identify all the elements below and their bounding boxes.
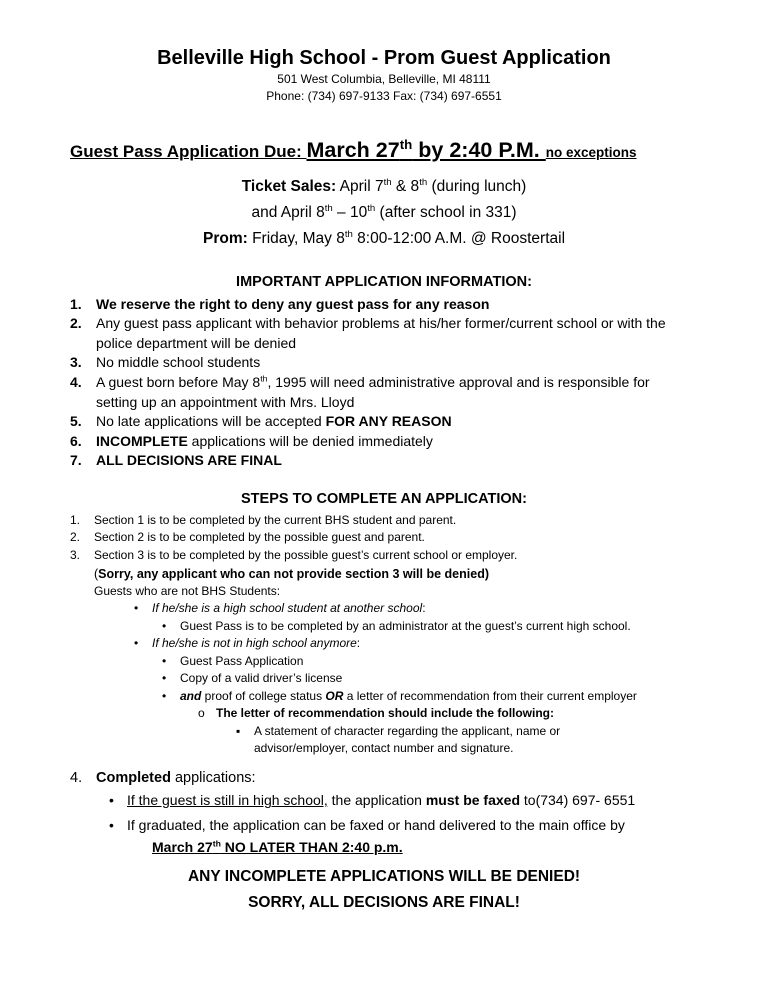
- bullet-icon: •: [109, 792, 114, 809]
- text-run: applications will be denied immediately: [187, 432, 433, 449]
- important-item-1: [70, 295, 698, 315]
- bullet-icon: o: [198, 706, 205, 721]
- step-number: 2.: [70, 530, 81, 545]
- item-text: [96, 295, 698, 315]
- text-run: INCOMPLETE: [96, 432, 188, 449]
- bullet-icon: ▪: [236, 723, 241, 738]
- text-run: Guest Pass Application: [180, 653, 304, 668]
- text-run: and April 8: [251, 203, 325, 221]
- text-run: applications:: [170, 769, 256, 786]
- text-run: Guest Pass Application Due:: [70, 141, 307, 161]
- step-text: [94, 583, 280, 601]
- step-text: [152, 600, 426, 618]
- text-run: We reserve the right to deny any guest pass for any reason: [96, 295, 490, 312]
- step-text: [94, 565, 489, 583]
- step-text: [180, 653, 303, 671]
- bullet-drivers-license: [70, 670, 698, 688]
- item-number: 6.: [70, 432, 82, 449]
- steps-list: [70, 512, 698, 758]
- step-text: [180, 670, 342, 688]
- text-run: (: [94, 566, 99, 581]
- text-run: to(734) 697- 6551: [520, 792, 636, 809]
- text-run: :: [356, 636, 361, 651]
- text-run: Section 3 is to be completed by the possible guest’s current school or employer.: [94, 548, 518, 562]
- text-run: th: [399, 136, 413, 152]
- text-run: by 2:40 P.M.: [412, 137, 546, 162]
- text-run: Any guest pass applicant with behavior problems at his/her former/current school or with the police department will be denied: [96, 315, 666, 351]
- bullet-icon: •: [134, 636, 139, 651]
- text-run: ALL DECISIONS ARE FINAL: [96, 452, 282, 469]
- text-run: Guests who are not BHS Students:: [94, 583, 281, 598]
- text-run: April 7: [336, 177, 384, 195]
- text-run: Friday, May 8: [247, 229, 345, 247]
- item-number: 1.: [70, 295, 82, 312]
- text-run: Completed: [96, 769, 171, 786]
- text-run: th: [344, 228, 353, 240]
- address-line: 501 West Columbia, Belleville, MI 48111: [277, 72, 491, 86]
- step-item-1: [70, 512, 698, 530]
- text-run: (after school in 331): [375, 203, 517, 221]
- bullet-admin-complete: [70, 618, 698, 636]
- text-run: Prom:: [202, 229, 248, 247]
- step-number: 3.: [70, 548, 81, 562]
- due-heading: [70, 137, 698, 165]
- step-item-2: [70, 529, 698, 547]
- text-run: If graduated, the application can be faxed or hand delivered to the main office by: [127, 816, 625, 833]
- text-run: the application: [327, 792, 426, 809]
- text-run: th: [212, 838, 221, 849]
- important-item-5: [70, 412, 698, 432]
- deadline-line: [70, 837, 698, 859]
- text-run: Section 2 is to be completed by the possible guest and parent.: [94, 530, 425, 545]
- bullet-icon: •: [109, 816, 114, 833]
- step-text: [96, 768, 256, 788]
- item-text: [96, 314, 698, 353]
- ticket-sales-line: [70, 174, 698, 200]
- step-text: [94, 529, 425, 547]
- item-text: [96, 353, 698, 373]
- text-run: th: [419, 176, 428, 188]
- text-run: Section 1 is to be completed by the current BHS student and parent.: [94, 512, 457, 527]
- item-text: [96, 373, 651, 412]
- item-number: 5.: [70, 413, 82, 430]
- text-run: – 10: [332, 203, 368, 221]
- item-text: [96, 451, 698, 471]
- event-schedule: [70, 174, 698, 252]
- footer-denied-line: ANY INCOMPLETE APPLICATIONS WILL BE DENIED!: [187, 867, 581, 885]
- bullet-if-graduated: [70, 813, 698, 838]
- text-run: If he/she is not in high school anymore: [152, 636, 357, 651]
- text-run: If the guest is still in high school,: [127, 792, 328, 809]
- footer-final-line: SORRY, ALL DECISIONS ARE FINAL!: [248, 893, 520, 911]
- important-list: [70, 295, 698, 471]
- bullet-college-or-letter: [70, 688, 698, 706]
- text-run: A statement of character regarding the applicant, name or advisor/employer, contact number and signature.: [254, 723, 561, 756]
- bullet-icon: •: [162, 688, 167, 703]
- text-run: If he/she is a high school student at another school: [152, 601, 423, 616]
- step-text: [94, 512, 456, 530]
- bullet-icon: •: [162, 671, 167, 686]
- text-run: March 27: [306, 137, 400, 162]
- text-run: The letter of recommendation should include the following:: [216, 706, 555, 721]
- bullet-icon: •: [134, 601, 139, 616]
- step-number: 1.: [70, 512, 81, 527]
- step-item-3: [70, 547, 698, 565]
- important-item-6: [70, 432, 698, 452]
- bullet-icon: •: [162, 653, 167, 668]
- text-run: No late applications will be accepted: [96, 413, 326, 430]
- bullet-not-in-school: [70, 635, 698, 653]
- text-run: proof of college status: [201, 688, 326, 703]
- text-run: must be faxed: [425, 792, 520, 809]
- completed-section: [70, 768, 698, 859]
- bullet-guest-pass-application: [70, 653, 698, 671]
- step-text: [216, 705, 554, 723]
- step-text: [180, 688, 637, 706]
- text-run: Sorry, any applicant who can not provide section 3 will be denied): [98, 566, 489, 581]
- text-run: No middle school students: [96, 354, 261, 371]
- text-run: and: [180, 688, 202, 703]
- important-item-3: [70, 353, 698, 373]
- step-text: [127, 788, 635, 813]
- text-run: th: [324, 202, 333, 214]
- text-run: th: [367, 202, 376, 214]
- steps-heading: STEPS TO COMPLETE AN APPLICATION:: [241, 490, 527, 507]
- bullet-icon: •: [162, 618, 167, 633]
- important-item-4: [70, 373, 698, 412]
- important-item-2: [70, 314, 698, 353]
- text-run: NO LATER THAN 2:40 p.m.: [220, 839, 403, 856]
- text-run: no exceptions: [545, 144, 637, 160]
- step-text: [254, 723, 624, 758]
- text-run: :: [422, 601, 426, 616]
- item-number: 7.: [70, 452, 82, 469]
- text-run: th: [260, 373, 268, 384]
- step-text: [127, 813, 625, 838]
- footer-warnings: [70, 864, 698, 916]
- text-run: & 8: [391, 177, 420, 195]
- text-run: March 27: [152, 839, 213, 856]
- text-run: a letter of recommendation from their current employer: [343, 688, 637, 703]
- text-run: Guest Pass is to be completed by an administrator at the guest’s current high school.: [180, 618, 631, 633]
- step-text: [152, 635, 360, 653]
- step-note-guests: [70, 583, 698, 601]
- doc-title: Belleville High School - Prom Guest Application: [157, 47, 611, 69]
- item-number: 4.: [70, 374, 82, 390]
- step-number: 4.: [70, 769, 83, 786]
- prom-line: [70, 226, 698, 252]
- step-note-sorry: [70, 565, 698, 583]
- text-run: , 1995 will need administrative approval and is responsible for setting up an appointment with Mrs. Lloyd: [96, 374, 650, 410]
- phone-fax-line: Phone: (734) 697-9133 Fax: (734) 697-6551: [266, 88, 502, 103]
- text-run: (during lunch): [427, 177, 527, 195]
- bullet-statement-of-character: [70, 723, 698, 758]
- step-text: [94, 547, 517, 565]
- item-text: [96, 412, 698, 432]
- item-number: 3.: [70, 354, 82, 371]
- bullet-letter-requirements: [70, 705, 698, 723]
- step-text: [180, 618, 631, 636]
- text-run: Copy of a valid driver’s license: [180, 671, 343, 686]
- bullet-fax-if-in-school: [70, 788, 698, 813]
- important-item-7: [70, 451, 698, 471]
- text-run: FOR ANY REASON: [325, 413, 452, 430]
- text-run: OR: [325, 688, 344, 703]
- step-item-4: [70, 768, 698, 788]
- text-run: th: [383, 176, 392, 188]
- ticket-sales-line-2: [70, 200, 698, 226]
- text-run: Ticket Sales:: [241, 177, 337, 195]
- important-heading: IMPORTANT APPLICATION INFORMATION:: [236, 273, 532, 290]
- bullet-other-school: [70, 600, 698, 618]
- text-run: 8:00-12:00 A.M. @ Roostertail: [352, 229, 566, 247]
- text-run: A guest born before May 8: [96, 374, 261, 390]
- item-text: [96, 432, 698, 452]
- item-number: 2.: [70, 315, 82, 332]
